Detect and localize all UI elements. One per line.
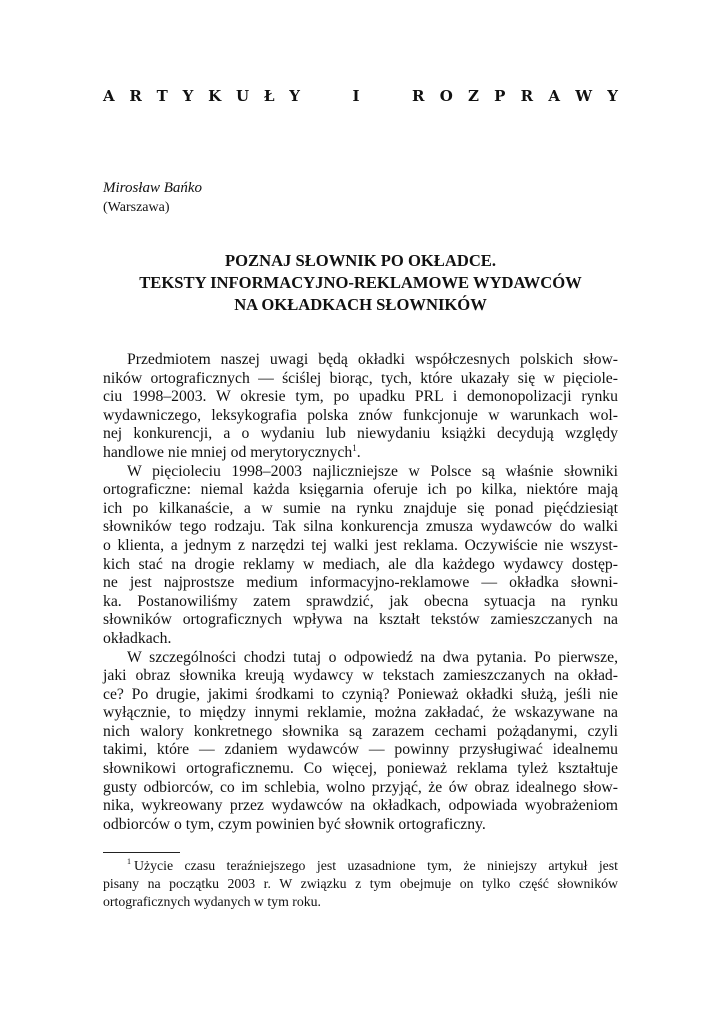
article-title-line: NA OKŁADKACH SŁOWNIKÓW: [234, 295, 487, 314]
text-line: ka. Postanowiliśmy zatem sprawdzić, jak obecna sytuacja na rynku: [103, 592, 618, 610]
text-line: słowników tego rodzaju. Tak silna konkurencja zmusza wydawców do walki: [103, 518, 618, 536]
section-header-letter: Ł: [263, 87, 275, 105]
text-line: W szczególności chodzi tutaj o odpowiedź na dwa pytania. Po pierwsze,: [127, 648, 618, 666]
footnote-line: pisany na początku 2003 r. W związku z tym obejmuje on tylko część słowników: [103, 875, 618, 891]
section-header-word-3: [412, 86, 618, 106]
text-line: W pięcioleciu 1998–2003 najliczniejsze w Polsce są właśnie słowniki: [127, 462, 618, 480]
paragraph: [103, 649, 618, 835]
section-header-letter: Y: [289, 87, 300, 105]
author-affiliation: (Warszawa): [103, 200, 170, 215]
article-title: [103, 250, 618, 316]
text-line: o klienta, a jednym z narzędzi tej walki jest reklama. Oczywiście nie wszyst-: [103, 536, 618, 554]
footnote-mark: 1: [127, 857, 131, 867]
article-body: [103, 351, 618, 834]
section-header-letter: A: [103, 87, 115, 105]
text-line: gusty odbiorców, co im schlebia, wolno przyjąć, że ów obraz idealnego słow-: [103, 778, 618, 796]
article-title-line: TEKSTY INFORMACYJNO-REKLAMOWE WYDAWCÓW: [139, 273, 582, 292]
text-line: ce? Po drugie, jakimi środkami to czynią? Ponieważ okładki służą, jeśli nie: [103, 685, 618, 703]
section-header-letter: R: [129, 87, 142, 105]
paragraph: [103, 463, 618, 649]
section-header-letter: K: [208, 87, 222, 105]
text-line: kich stać na drogie reklamy w mediach, ale dla każdego wydawcy dostęp-: [103, 555, 618, 573]
section-header-letter: Z: [467, 87, 479, 105]
text-line: takimi, które — zdaniem wydawców — powinny przysługiwać idealnemu: [103, 741, 618, 759]
section-header-letter: I: [352, 87, 360, 105]
section-header-word-1: [103, 86, 300, 106]
text-line: ortograficzne: niemal każda księgarnia oferuje ich po kilka, niektóre mają: [103, 481, 618, 499]
section-header-letter: O: [439, 87, 453, 105]
text-line: nika, wykreowany przez wydawców na okładkach, odpowiada wyobrażeniom: [103, 797, 618, 815]
text-line: ciu 1998–2003. W okresie tym, po upadku PRL i demonopolizacji rynku: [103, 388, 618, 406]
author-name: Mirosław Bańko: [103, 180, 203, 196]
text-line: słowników ortograficznych wpływa na kształt tekstów zamieszczanych na: [103, 611, 618, 629]
text-line: wydawniczego, leksykografia polska znów funkcjonuje w warunkach wol-: [103, 406, 618, 424]
section-header-word-2: [350, 86, 362, 106]
text-line: odbiorców o tym, czym powinien być słownik ortograficzny.: [103, 815, 486, 833]
section-header-letter: A: [548, 87, 560, 105]
text-line: okładkach.: [103, 629, 172, 647]
section-header-letter: Y: [607, 87, 618, 105]
section-header-letter: R: [520, 87, 534, 105]
section-header: [103, 86, 618, 106]
section-header-letter: U: [235, 87, 250, 105]
footnote: [103, 857, 618, 910]
text-line-content: handlowe nie mniej od merytorycznych: [103, 443, 353, 461]
footnote-divider: [103, 852, 180, 853]
article-title-line: POZNAJ SŁOWNIK PO OKŁADCE.: [224, 251, 497, 270]
footnote-line: [103, 857, 618, 875]
text-line: ników ortograficznych — ściślej biorąc, tych, które ukazały się w pięciole-: [103, 369, 618, 387]
text-line: handlowe nie mniej od merytorycznych$^1$.: [103, 442, 361, 461]
text-line: wyłącznie, to między innymi reklamie, można zakładać, że wskazywane na: [103, 704, 618, 722]
section-header-letter: T: [156, 87, 168, 105]
text-line: nich walory konkretnego słownika są zarazem cechami pożądanymi, czyli: [103, 722, 618, 740]
text-line: słownikowi ortograficznemu. Co więcej, ponieważ reklama tyleż kształtuje: [103, 760, 618, 778]
paragraph: [103, 351, 618, 463]
footnote-line-content: Użycie czasu teraźniejszego jest uzasadnione tym, że niniejszy artykuł jest: [134, 858, 618, 873]
text-line: jaki obraz słownika kreują wydawcy w tekstach zamieszczanych na okład-: [103, 667, 618, 685]
section-header-letter: W: [575, 87, 593, 105]
text-line: ich po kilkanaście, a w sumie na rynku znajduje się ponad pięćdziesiąt: [103, 499, 618, 517]
text-line: ne jest najprostsze medium informacyjno-reklamowe — okładka słowni-: [103, 574, 618, 592]
section-header-letter: P: [494, 87, 506, 105]
footnote-reference[interactable]: 1: [352, 442, 357, 453]
section-header-letter: Y: [182, 87, 194, 105]
section-header-letter: R: [412, 87, 425, 105]
text-line: nej konkurencji, a o wydaniu lub niewydaniu książki decydują względy: [103, 425, 618, 443]
text-line: Przedmiotem naszej uwagi będą okładki współczesnych polskich słow-: [127, 351, 618, 368]
footnote-line: ortograficznych wydanych w tym roku.: [103, 893, 322, 909]
